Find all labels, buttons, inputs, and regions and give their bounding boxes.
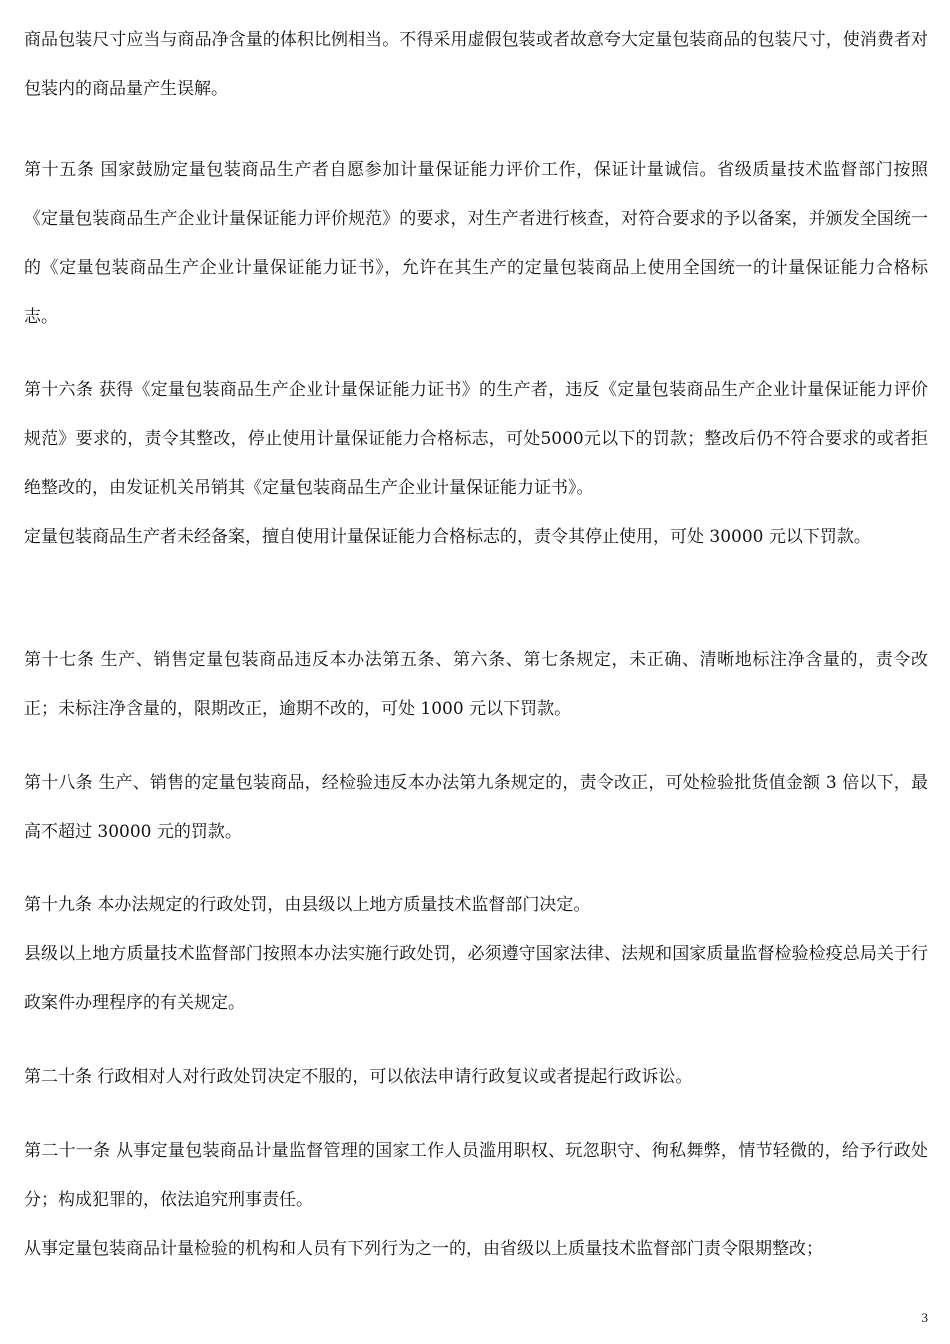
paragraph-article-15: 第十五条 国家鼓励定量包装商品生产者自愿参加计量保证能力评价工作，保证计量诚信。省级质量技术监督部门按照《定量包装商品生产企业计量保证能力评价规范》的要求，对生产者进行核查，对符合要求的予以备案，并颁发全国统一的《定量包装商品生产企业计量保证能力证书》，允许在其生产的定量包装商品上使用全国统一的计量保证能力合格标志。 <box>24 160 928 327</box>
page-number: 3 <box>921 1310 928 1325</box>
paragraph-article-19: 第十九条 本办法规定的行政处罚，由县级以上地方质量技术监督部门决定。 <box>24 895 591 915</box>
paragraph-article-20: 第二十条 行政相对人对行政处罚决定不服的，可以依法申请行政复议或者提起行政诉讼。 <box>24 1067 693 1087</box>
paragraph-article-19-clause-2: 县级以上地方质量技术监督部门按照本办法实施行政处罚，必须遵守国家法律、法规和国家质量监督检验检疫总局关于行政案件办理程序的有关规定。 <box>24 944 928 1013</box>
paragraph-article-18: 第十八条 生产、销售的定量包装商品，经检验违反本办法第九条规定的，责令改正，可处检验批货值金额 3 倍以下，最高不超过 30000 元的罚款。 <box>24 773 928 842</box>
paragraph-article-16: 第十六条 获得《定量包装商品生产企业计量保证能力证书》的生产者，违反《定量包装商品生产企业计量保证能力评价规范》要求的，责令其整改，停止使用计量保证能力合格标志，可处5000元以下的罚款；整改后仍不符合要求的或者拒绝整改的，由发证机关吊销其《定量包装商品生产企业计量保证能力证书》。 <box>24 380 928 498</box>
paragraph-article-17: 第十七条 生产、销售定量包装商品违反本办法第五条、第六条、第七条规定，未正确、清晰地标注净含量的，责令改正；未标注净含量的，限期改正，逾期不改的，可处 1000 元以下罚款。 <box>24 650 928 719</box>
paragraph-article-16-clause-2: 定量包装商品生产者未经备案，擅自使用计量保证能力合格标志的，责令其停止使用，可处 30000 元以下罚款。 <box>24 527 871 547</box>
paragraph-packaging-size: 商品包装尺寸应当与商品净含量的体积比例相当。不得采用虚假包装或者故意夸大定量包装商品的包装尺寸，使消费者对包装内的商品量产生误解。 <box>24 30 928 99</box>
paragraph-article-21-clause-2: 从事定量包装商品计量检验的机构和人员有下列行为之一的，由省级以上质量技术监督部门责令限期整改； <box>24 1239 823 1259</box>
paragraph-article-21: 第二十一条 从事定量包装商品计量监督管理的国家工作人员滥用职权、玩忽职守、徇私舞弊，情节轻微的，给予行政处分；构成犯罪的，依法追究刑事责任。 <box>24 1141 928 1210</box>
